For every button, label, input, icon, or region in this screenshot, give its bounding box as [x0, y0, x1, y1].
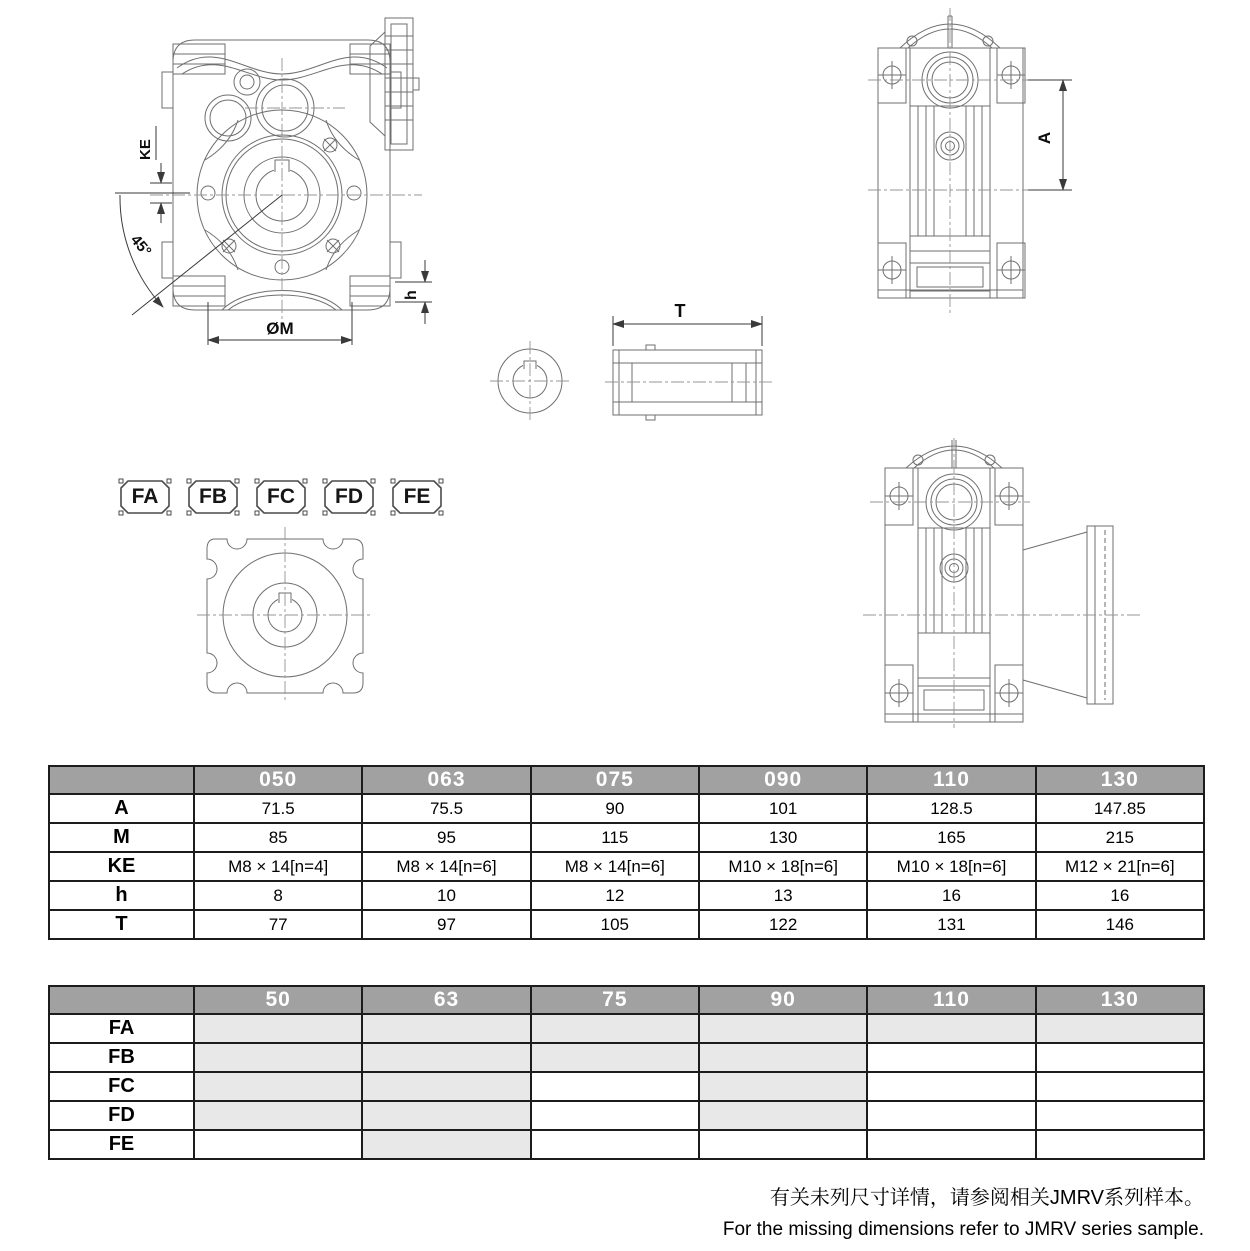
cell: 146	[1036, 910, 1204, 939]
footer-note	[723, 1186, 1204, 1242]
dim-label-t: T	[674, 301, 686, 321]
flange-tag-fb	[185, 477, 241, 517]
cell: 122	[699, 910, 867, 939]
flange-tag-fc	[253, 477, 309, 517]
cell	[699, 1101, 867, 1130]
cell	[699, 1130, 867, 1159]
table-row	[49, 1043, 1204, 1072]
flange-table-wrap	[48, 985, 1205, 1160]
dimension-t	[613, 301, 762, 346]
cell	[362, 1043, 530, 1072]
cell: 8	[194, 881, 362, 910]
cell: 77	[194, 910, 362, 939]
column-header: 110	[867, 986, 1035, 1014]
corner-cell	[49, 986, 194, 1014]
side-view-bell-drawing	[858, 438, 1148, 728]
dimension-ke	[115, 126, 190, 223]
cell: 16	[867, 881, 1035, 910]
row-label: A	[49, 794, 194, 823]
cell: 101	[699, 794, 867, 823]
dim-label-a: A	[1035, 131, 1054, 145]
table-row	[49, 881, 1204, 910]
cell: 90	[531, 794, 699, 823]
cell: 12	[531, 881, 699, 910]
footer-note-en: For the missing dimensions refer to JMRV series sample.	[722, 1219, 1204, 1240]
cell	[531, 1043, 699, 1072]
tag-label: FA	[131, 485, 159, 508]
cell	[1036, 1043, 1204, 1072]
column-header: 75	[531, 986, 699, 1014]
cell: 16	[1036, 881, 1204, 910]
cell	[699, 1072, 867, 1101]
flange-variant-tags	[117, 477, 445, 517]
tag-label: FC	[267, 485, 295, 508]
gearbox-body	[878, 16, 1025, 298]
row-label: FB	[49, 1043, 194, 1072]
cell: 95	[362, 823, 530, 852]
cell	[194, 1101, 362, 1130]
column-header: 110	[867, 766, 1035, 794]
dim-label-om: ØM	[266, 319, 294, 338]
header-row	[49, 986, 1204, 1014]
cell: 215	[1036, 823, 1204, 852]
input-bores	[205, 69, 314, 141]
gearbox-housing	[162, 40, 401, 310]
tag-label: FD	[335, 485, 363, 508]
footer-note-zh: 有关未列尺寸详情，请参阅相关JMRV系列样本。	[769, 1187, 1204, 1209]
row-label: KE	[49, 852, 194, 881]
cell: 131	[867, 910, 1035, 939]
cell	[362, 1072, 530, 1101]
cell	[362, 1014, 530, 1043]
tag-label: FB	[199, 485, 227, 508]
cell	[1036, 1130, 1204, 1159]
cell: M12 × 21[n=6]	[1036, 852, 1204, 881]
cell	[1036, 1014, 1204, 1043]
cell	[867, 1072, 1035, 1101]
column-header: 130	[1036, 766, 1204, 794]
cell	[531, 1014, 699, 1043]
header-row	[49, 766, 1204, 794]
tag-label: FE	[403, 485, 431, 508]
column-header: 90	[699, 986, 867, 1014]
cell	[699, 1014, 867, 1043]
cell: M8 × 14[n=6]	[531, 852, 699, 881]
row-label: FA	[49, 1014, 194, 1043]
cell: 10	[362, 881, 530, 910]
flange-tag-fa	[117, 477, 173, 517]
column-header: 63	[362, 986, 530, 1014]
row-label: FD	[49, 1101, 194, 1130]
table-row	[49, 1014, 1204, 1043]
cell: 147.85	[1036, 794, 1204, 823]
column-header: 130	[1036, 986, 1204, 1014]
bushing-section-view	[605, 345, 772, 420]
bushing-drawing	[480, 300, 780, 430]
cell	[362, 1101, 530, 1130]
front-view-drawing	[110, 10, 465, 350]
centerlines	[863, 438, 1143, 728]
input-flange-plate	[370, 18, 419, 150]
flange-tag-fd	[321, 477, 377, 517]
flange-availability-table	[48, 985, 1205, 1160]
cell	[194, 1014, 362, 1043]
cell: M10 × 18[n=6]	[699, 852, 867, 881]
dimension-a	[1028, 80, 1072, 190]
cell: M8 × 14[n=6]	[362, 852, 530, 881]
cell	[531, 1101, 699, 1130]
cell	[1036, 1101, 1204, 1130]
cell: 97	[362, 910, 530, 939]
cell	[531, 1072, 699, 1101]
cell	[194, 1130, 362, 1159]
column-header: 063	[362, 766, 530, 794]
flange-face-drawing	[195, 525, 375, 705]
dim-label-ke: KE	[137, 139, 154, 160]
row-label: h	[49, 881, 194, 910]
flange-tag-fe	[389, 477, 445, 517]
cell: 115	[531, 823, 699, 852]
cell: 75.5	[362, 794, 530, 823]
corner-cell	[49, 766, 194, 794]
dim-label-h: h	[403, 290, 420, 300]
cell	[1036, 1072, 1204, 1101]
table-row	[49, 852, 1204, 881]
cell: 85	[194, 823, 362, 852]
cell	[362, 1130, 530, 1159]
row-label: FC	[49, 1072, 194, 1101]
column-header: 090	[699, 766, 867, 794]
cell	[867, 1130, 1035, 1159]
row-label: M	[49, 823, 194, 852]
centerlines	[197, 527, 373, 703]
centerlines	[150, 58, 422, 335]
dim-label-45: 45°	[126, 231, 155, 260]
cell: 165	[867, 823, 1035, 852]
row-label: T	[49, 910, 194, 939]
bushing-end-view	[490, 341, 570, 421]
cell: 105	[531, 910, 699, 939]
row-label: FE	[49, 1130, 194, 1159]
column-header: 075	[531, 766, 699, 794]
cell	[699, 1043, 867, 1072]
cell: 13	[699, 881, 867, 910]
cell: M8 × 14[n=4]	[194, 852, 362, 881]
table-row	[49, 1130, 1204, 1159]
cell: M10 × 18[n=6]	[867, 852, 1035, 881]
cell: 128.5	[867, 794, 1035, 823]
cell	[194, 1043, 362, 1072]
column-header: 50	[194, 986, 362, 1014]
cell	[194, 1072, 362, 1101]
top-view-drawing	[860, 8, 1080, 323]
table-row	[49, 910, 1204, 939]
cell: 130	[699, 823, 867, 852]
table-row	[49, 1072, 1204, 1101]
cell	[867, 1043, 1035, 1072]
cell	[867, 1101, 1035, 1130]
dimension-table-wrap	[48, 765, 1205, 940]
cell	[531, 1130, 699, 1159]
dimension-table	[48, 765, 1205, 940]
column-header: 050	[194, 766, 362, 794]
table-row	[49, 1101, 1204, 1130]
cell: 71.5	[194, 794, 362, 823]
table-row	[49, 823, 1204, 852]
cell	[867, 1014, 1035, 1043]
table-row	[49, 794, 1204, 823]
